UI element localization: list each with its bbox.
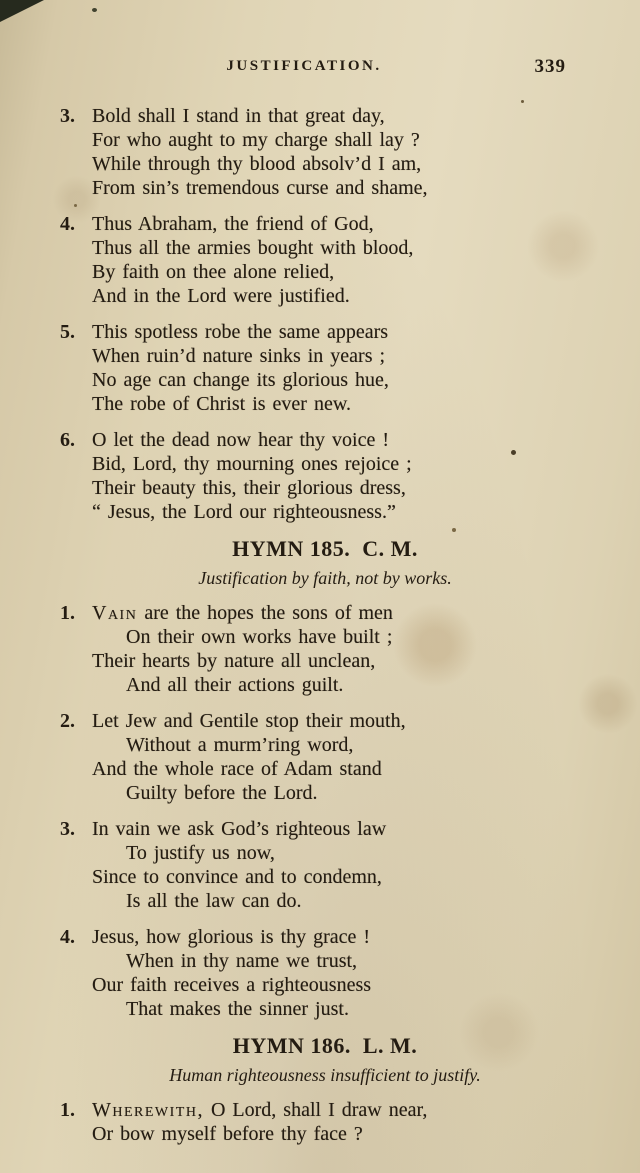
ink-speck: [521, 100, 524, 103]
verse: [60, 1098, 590, 1146]
verse-lines: [92, 104, 590, 200]
verse: [60, 320, 590, 416]
page-content: [0, 84, 640, 1146]
verse: [60, 817, 590, 913]
verse-number: 1.: [60, 602, 75, 624]
page-number: 339: [534, 56, 566, 77]
verse-line: When in thy name we trust,: [126, 950, 358, 972]
verse-line: While through thy blood absolv’d I am,: [92, 153, 422, 175]
hymn-title: HYMN 185. C. M.: [232, 536, 418, 561]
verse-line: This spotless robe the same appears: [92, 321, 389, 343]
page-header: [0, 0, 640, 84]
running-header: JUSTIFICATION.: [226, 58, 382, 74]
verse-number: 2.: [60, 710, 75, 732]
verse-line: Or bow myself before thy face ?: [92, 1123, 363, 1145]
ink-speck: [452, 528, 456, 532]
verse-number: 1.: [60, 1099, 75, 1121]
verse-lines: [92, 601, 590, 697]
verse-number: 3.: [60, 105, 75, 127]
verse-lines: [92, 817, 590, 913]
verse: [60, 925, 590, 1021]
verse-line: To justify us now,: [126, 842, 275, 864]
hymn-subtitle: Human righteousness insufficient to justify.: [169, 1065, 481, 1085]
verse-line: And all their actions guilt.: [126, 674, 344, 696]
verse-line: On their own works have built ;: [126, 626, 393, 648]
hymn-subtitle: Justification by faith, not by works.: [198, 568, 452, 588]
verse-lines: [92, 428, 590, 524]
verse-line: Our faith receives a righteousness: [92, 974, 372, 996]
verse-lines: [92, 212, 590, 308]
verse-line: The robe of Christ is ever new.: [92, 393, 351, 415]
verse-number: 3.: [60, 818, 75, 840]
hymn-title: HYMN 186. L. M.: [232, 1033, 418, 1058]
lead-word: Wherewith,: [92, 1099, 204, 1121]
verse-line: Thus all the armies bought with blood,: [92, 237, 414, 259]
verse-line: When ruin’d nature sinks in years ;: [92, 345, 386, 367]
verse-number: 5.: [60, 321, 75, 343]
verse-line: Their beauty this, their glorious dress,: [92, 477, 406, 499]
verse-line: Wherewith, O Lord, shall I draw near,: [92, 1099, 428, 1121]
verse-lines: [92, 709, 590, 805]
verse-number: 4.: [60, 926, 75, 948]
verse-line: And in the Lord were justified.: [92, 285, 350, 307]
verse-line: No age can change its glorious hue,: [92, 369, 389, 391]
verse: [60, 428, 590, 524]
verse: [60, 104, 590, 200]
verse-line: For who aught to my charge shall lay ?: [92, 129, 420, 151]
verse-line: From sin’s tremendous curse and shame,: [92, 177, 428, 199]
verse-line: Bid, Lord, thy mourning ones rejoice ;: [92, 453, 412, 475]
verse-line: Bold shall I stand in that great day,: [92, 105, 385, 127]
ink-speck: [511, 450, 516, 455]
verse: [60, 212, 590, 308]
verse-lines: [92, 925, 590, 1021]
verse-line: By faith on thee alone relied,: [92, 261, 335, 283]
verse-lines: [92, 320, 590, 416]
verse-line: Let Jew and Gentile stop their mouth,: [92, 710, 406, 732]
verse-line: Thus Abraham, the friend of God,: [92, 213, 374, 235]
ink-speck: [74, 204, 77, 207]
verse-line: Jesus, how glorious is thy grace !: [92, 926, 371, 948]
verse-line: Since to convince and to condemn,: [92, 866, 382, 888]
lead-word: Vain: [92, 602, 138, 624]
verse-line: O let the dead now hear thy voice !: [92, 429, 390, 451]
verse-line: Vain are the hopes the sons of men: [92, 602, 393, 624]
verse-line: Is all the law can do.: [126, 890, 302, 912]
verse-line: And the whole race of Adam stand: [92, 758, 382, 780]
verse-line: Their hearts by nature all unclean,: [92, 650, 376, 672]
verse-line: Without a murm’ring word,: [126, 734, 354, 756]
verse-line: In vain we ask God’s righteous law: [92, 818, 387, 840]
verse-number: 4.: [60, 213, 75, 235]
verse-line: That makes the sinner just.: [126, 998, 349, 1020]
verse-line: “ Jesus, the Lord our righteousness.”: [92, 501, 396, 523]
verse-number: 6.: [60, 429, 75, 451]
verse: [60, 601, 590, 697]
verse-line: Guilty before the Lord.: [126, 782, 318, 804]
verse-lines: [92, 1098, 590, 1146]
verse: [60, 709, 590, 805]
